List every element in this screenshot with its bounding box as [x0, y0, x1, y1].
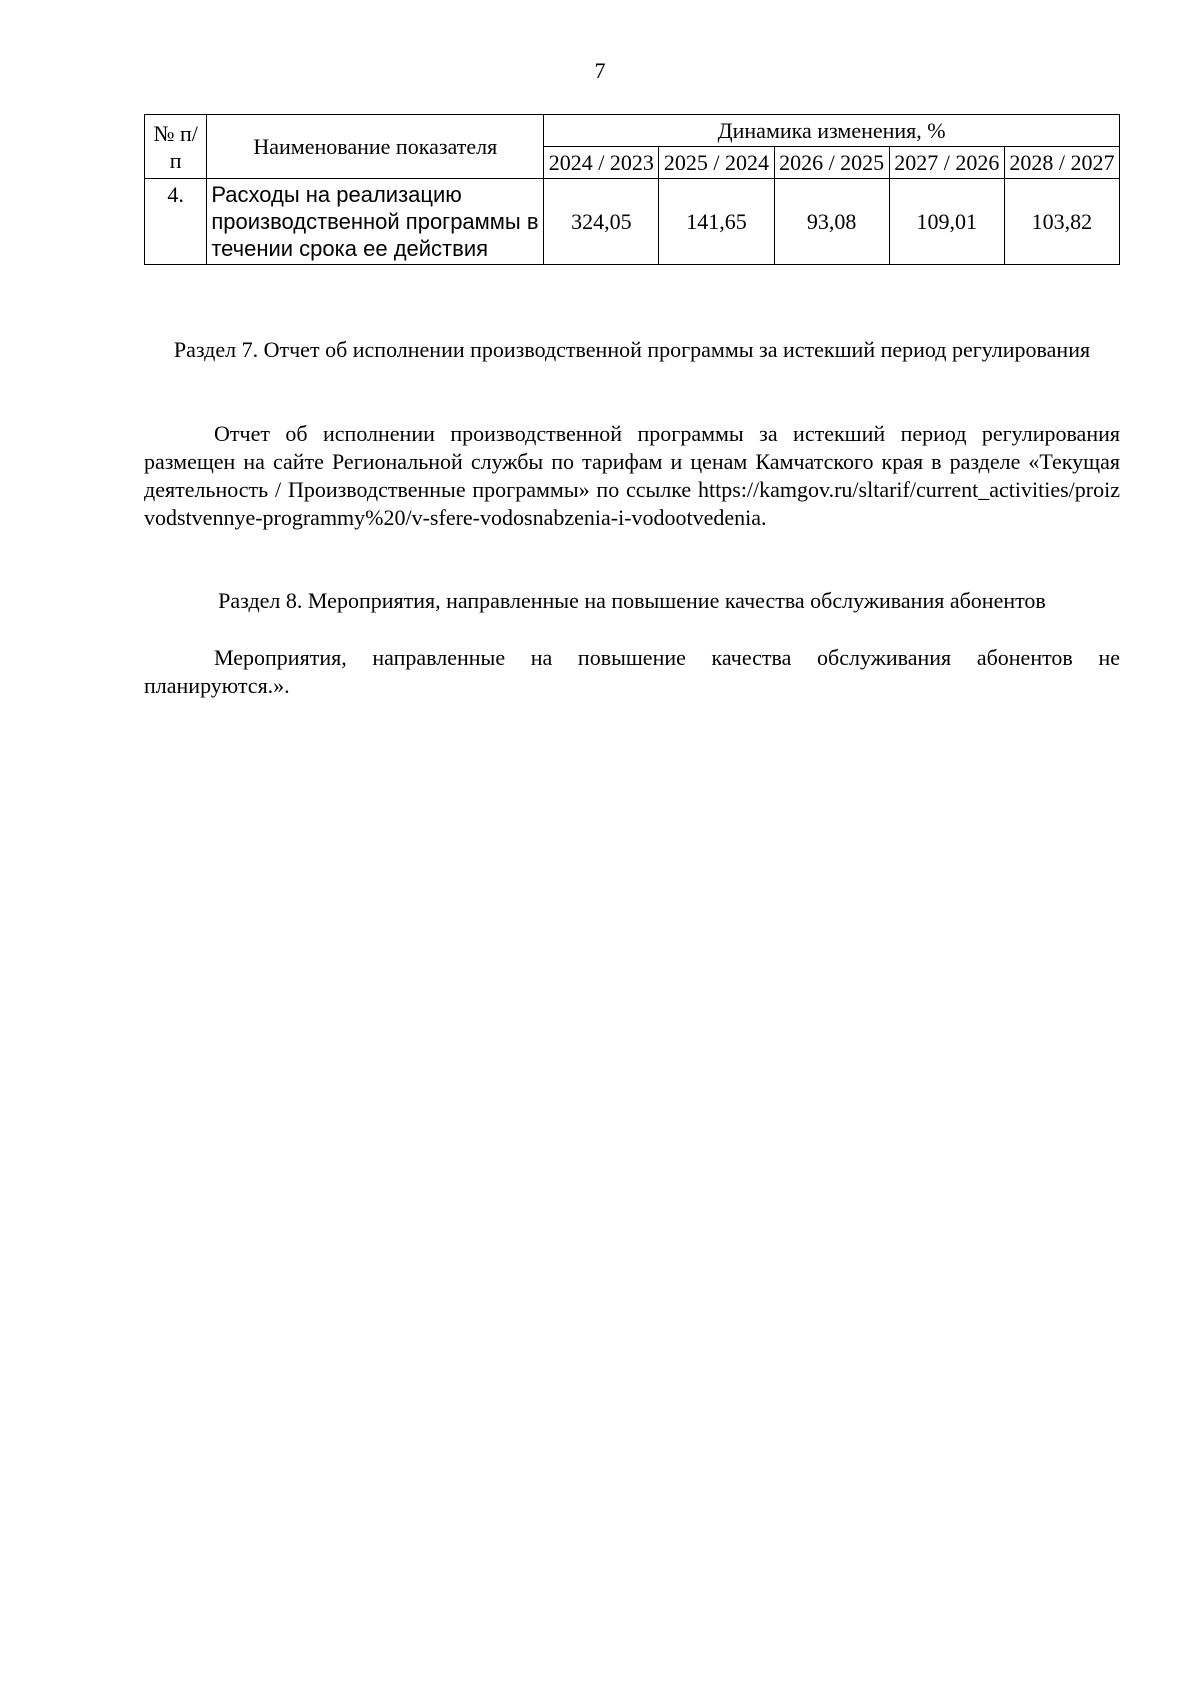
table-header-row [145, 115, 1120, 147]
row-value: 109,01 [889, 179, 1004, 265]
row-value: 103,82 [1004, 179, 1119, 265]
page-number: 7 [594, 58, 606, 83]
indicators-table [144, 114, 1120, 265]
row-name: Расходы на реализацию производственной программы в течении срока ее действия [207, 179, 544, 265]
section7-paragraph [144, 420, 1120, 532]
row-value: 141,65 [659, 179, 774, 265]
header-year: 2024 / 2023 [544, 147, 659, 179]
section8-title: Раздел 8. Мероприятия, направленные на повышение качества обслуживания абонентов [218, 588, 1046, 613]
section7-url: https://kamgov.ru/sltarif/current_activities/proizvodstvennye-programmy%20/v-sfere-vodosnabzenia-i-vodootvedenia. [144, 477, 1120, 530]
header-dynamics: Динамика изменения, % [544, 115, 1120, 147]
table-row [145, 179, 1120, 265]
header-year: 2027 / 2026 [889, 147, 1004, 179]
row-value: 324,05 [544, 179, 659, 265]
header-name: Наименование показателя [207, 115, 544, 179]
section7-text: Отчет об исполнении производственной программы за истекший период регулирования размещен на сайте Региональной службы по тарифам и ценам Камчатского края в разделе «Текущая деятельность / Производственные программы» по ссылке [144, 421, 1120, 502]
header-year: 2028 / 2027 [1004, 147, 1119, 179]
section7-title: Раздел 7. Отчет об исполнении производственной программы за истекший период регулирования [173, 337, 1091, 362]
row-num: 4. [145, 179, 207, 265]
header-year: 2025 / 2024 [659, 147, 774, 179]
section8-paragraph: Мероприятия, направленные на повышение качества обслуживания абонентов не планируются.». [144, 645, 1120, 698]
row-value: 93,08 [774, 179, 889, 265]
header-year: 2026 / 2025 [774, 147, 889, 179]
header-num: № п/п [145, 115, 207, 179]
